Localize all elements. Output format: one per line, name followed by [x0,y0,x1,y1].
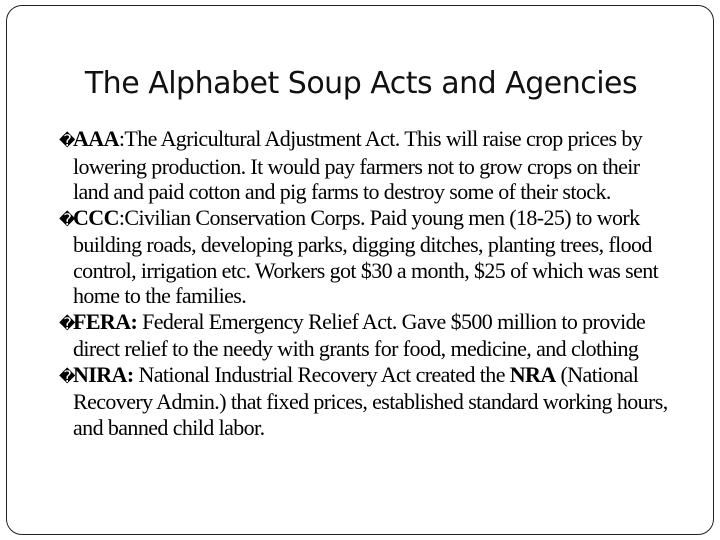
bullet-icon: � [59,313,75,333]
item-text: Federal Emergency Relief Act. Gave $500 million to provide direct relief to the needy with grants for food, medicine, and clothing [73,308,646,361]
item-term: FERA: [73,308,138,334]
item-separator: : [118,204,125,230]
list-item-fera [59,309,679,362]
item-text: Civilian Conservation Corps. Paid young men (18-25) to work building roads, developing parks, digging ditches, planting trees, flood control, irrigation etc. Workers got $30 a month, $25 of which was sent home to the families. [73,204,659,308]
item-text: The Agricultural Adjustment Act. This will raise crop prices by lowering production. It would pay farmers not to grow crops on their land and paid cotton and pig farms to destroy some of their stock. [73,126,643,204]
slide-title: The Alphabet Soup Acts and Agencies [84,66,638,101]
list-item-ccc [59,205,679,309]
list-item-aaa [59,126,679,205]
item-term: CCC [73,204,119,230]
item-term-nra: NRA [509,361,556,387]
item-separator: : [118,126,125,151]
item-term: AAA [73,126,119,151]
list-item-nira [59,362,679,441]
bullet-icon: � [59,209,75,229]
bullet-icon: � [59,131,75,150]
slide-frame [6,5,714,535]
item-term: NIRA: [73,361,134,387]
bullet-icon: � [59,366,75,386]
item-text: National Industrial Recovery Act created the [138,361,505,387]
item-text-continued: (National Recovery Admin.) that fixed prices, established standard working hours, and banned child labor. [73,361,668,440]
slide-content [59,126,679,440]
